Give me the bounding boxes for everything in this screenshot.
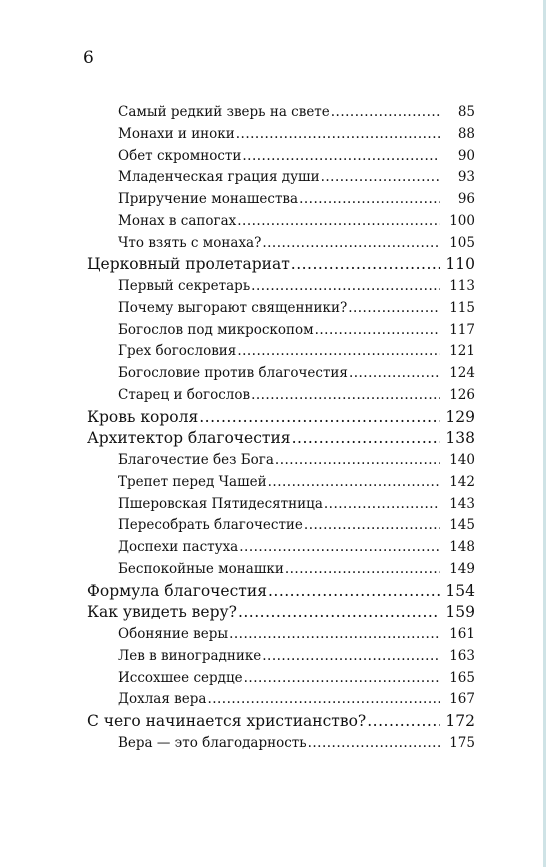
toc-section xyxy=(0,646,546,668)
dot-leader xyxy=(308,733,440,755)
toc-entry-title: Пересобрать благочестие xyxy=(118,517,303,534)
toc-entry-title: Лев в винограднике xyxy=(118,647,262,664)
toc-entry-title: Церковный пролетариат xyxy=(87,255,290,274)
dot-leader xyxy=(199,407,440,429)
toc-entry-page: 148 xyxy=(449,539,475,555)
toc-chapter xyxy=(0,711,546,733)
toc-entry-title: Обоняние веры xyxy=(118,626,229,642)
toc-entry-title: Архитектор благочестия xyxy=(87,429,291,448)
toc-entry-title: Иссохшее сердце xyxy=(118,669,243,686)
toc-entry-page: 90 xyxy=(457,147,475,164)
dot-leader xyxy=(236,124,440,146)
dot-leader xyxy=(268,581,440,603)
toc-entry-title: Дохлая вера xyxy=(118,691,207,708)
toc-chapter xyxy=(0,428,546,450)
dot-leader xyxy=(238,602,440,624)
toc-entry-title: Трепет перед Чашей xyxy=(118,473,267,490)
dot-leader xyxy=(239,537,440,559)
toc-entry-title: С чего начинается христианство? xyxy=(87,712,367,730)
toc-entry-page: 163 xyxy=(449,647,475,664)
toc-section xyxy=(0,668,546,690)
dot-leader xyxy=(229,624,440,646)
toc-entry-page: 85 xyxy=(457,104,475,120)
toc-section xyxy=(0,167,546,189)
toc-section xyxy=(0,559,546,581)
table-of-contents xyxy=(0,102,546,755)
toc-entry-page: 100 xyxy=(449,212,475,229)
toc-section xyxy=(0,689,546,711)
dot-leader xyxy=(285,559,440,581)
toc-chapter xyxy=(0,254,546,276)
toc-entry-title: Приручение монашества xyxy=(118,191,299,207)
dot-leader xyxy=(262,233,440,255)
dot-leader xyxy=(268,472,440,494)
toc-section xyxy=(0,276,546,298)
dot-leader xyxy=(251,385,440,407)
toc-entry-title: Обет скромности xyxy=(118,147,242,164)
toc-section xyxy=(0,211,546,233)
toc-entry-title: Вера — это благодарность xyxy=(118,734,307,751)
dot-leader xyxy=(262,646,440,668)
toc-entry-page: 145 xyxy=(449,517,475,534)
toc-entry-title: Кровь короля xyxy=(87,407,199,426)
toc-chapter xyxy=(0,602,546,624)
toc-entry-title: Благочестие без Бога xyxy=(118,452,274,468)
dot-leader xyxy=(348,298,440,320)
toc-entry-page: 161 xyxy=(449,626,475,642)
toc-entry-page: 165 xyxy=(449,669,475,686)
toc-section xyxy=(0,385,546,407)
toc-entry-title: Богослов под микроскопом xyxy=(118,321,314,338)
dot-leader xyxy=(321,167,440,189)
toc-section xyxy=(0,537,546,559)
toc-entry-page: 117 xyxy=(449,321,475,338)
toc-entry-title: Монах в сапогах xyxy=(118,212,237,229)
toc-section xyxy=(0,320,546,342)
dot-leader xyxy=(315,320,440,342)
dot-leader xyxy=(292,428,440,450)
toc-entry-title: Что взять с монаха? xyxy=(118,234,262,251)
toc-entry-page: 154 xyxy=(445,581,475,600)
toc-section xyxy=(0,124,546,146)
toc-section xyxy=(0,298,546,320)
dot-leader xyxy=(242,146,440,168)
page-number: 6 xyxy=(83,48,94,68)
toc-section xyxy=(0,450,546,472)
toc-entry-title: Почему выгорают священники? xyxy=(118,299,348,316)
dot-leader xyxy=(244,668,440,690)
dot-leader xyxy=(304,515,440,537)
toc-entry-page: 121 xyxy=(449,343,475,360)
toc-section xyxy=(0,624,546,646)
toc-entry-title: Доспехи пастуха xyxy=(118,539,239,555)
dot-leader xyxy=(275,450,440,472)
toc-entry-page: 138 xyxy=(445,429,475,448)
toc-section xyxy=(0,515,546,537)
toc-entry-title: Монахи и иноки xyxy=(118,125,235,142)
dot-leader xyxy=(367,711,440,733)
toc-entry-page: 88 xyxy=(457,125,475,142)
toc-entry-title: Богословие против благочестия xyxy=(118,365,348,381)
toc-entry-page: 167 xyxy=(449,691,475,708)
toc-entry-page: 105 xyxy=(449,234,475,251)
dot-leader xyxy=(237,211,440,233)
toc-entry-page: 124 xyxy=(449,365,475,381)
toc-entry-title: Первый секретарь xyxy=(118,278,251,294)
toc-section xyxy=(0,363,546,385)
toc-section xyxy=(0,146,546,168)
dot-leader xyxy=(349,363,440,385)
toc-entry-page: 142 xyxy=(449,473,475,490)
toc-section xyxy=(0,233,546,255)
toc-entry-page: 115 xyxy=(449,299,475,316)
toc-entry-title: Младенческая грация души xyxy=(118,169,320,186)
toc-entry-page: 172 xyxy=(445,712,475,730)
dot-leader xyxy=(251,276,440,298)
toc-entry-title: Формула благочестия xyxy=(87,581,267,600)
toc-entry-page: 93 xyxy=(457,169,475,186)
toc-entry-page: 96 xyxy=(457,191,475,207)
toc-section xyxy=(0,341,546,363)
toc-entry-title: Беспокойные монашки xyxy=(118,560,284,577)
toc-entry-page: 129 xyxy=(445,407,475,426)
toc-entry-title: Грех богословия xyxy=(118,343,237,360)
toc-entry-page: 126 xyxy=(449,386,475,403)
toc-section xyxy=(0,189,546,211)
toc-section xyxy=(0,472,546,494)
toc-entry-page: 149 xyxy=(449,560,475,577)
toc-entry-page: 110 xyxy=(445,255,475,274)
dot-leader xyxy=(324,494,440,516)
toc-chapter xyxy=(0,407,546,429)
toc-entry-page: 159 xyxy=(445,603,475,622)
toc-entry-page: 113 xyxy=(449,278,475,294)
toc-entry-page: 175 xyxy=(449,734,475,751)
dot-leader xyxy=(299,189,440,211)
dot-leader xyxy=(207,689,440,711)
toc-section xyxy=(0,102,546,124)
toc-entry-title: Старец и богослов xyxy=(118,386,251,403)
dot-leader xyxy=(237,341,440,363)
toc-entry-title: Самый редкий зверь на свете xyxy=(118,104,330,120)
dot-leader xyxy=(331,102,440,124)
toc-entry-title: Пшеровская Пятидесятница xyxy=(118,495,323,512)
toc-entry-page: 140 xyxy=(449,452,475,468)
toc-section xyxy=(0,494,546,516)
toc-entry-page: 143 xyxy=(449,495,475,512)
toc-entry-title: Как увидеть веру? xyxy=(87,603,237,622)
toc-chapter xyxy=(0,581,546,603)
toc-section xyxy=(0,733,546,755)
dot-leader xyxy=(291,254,440,276)
